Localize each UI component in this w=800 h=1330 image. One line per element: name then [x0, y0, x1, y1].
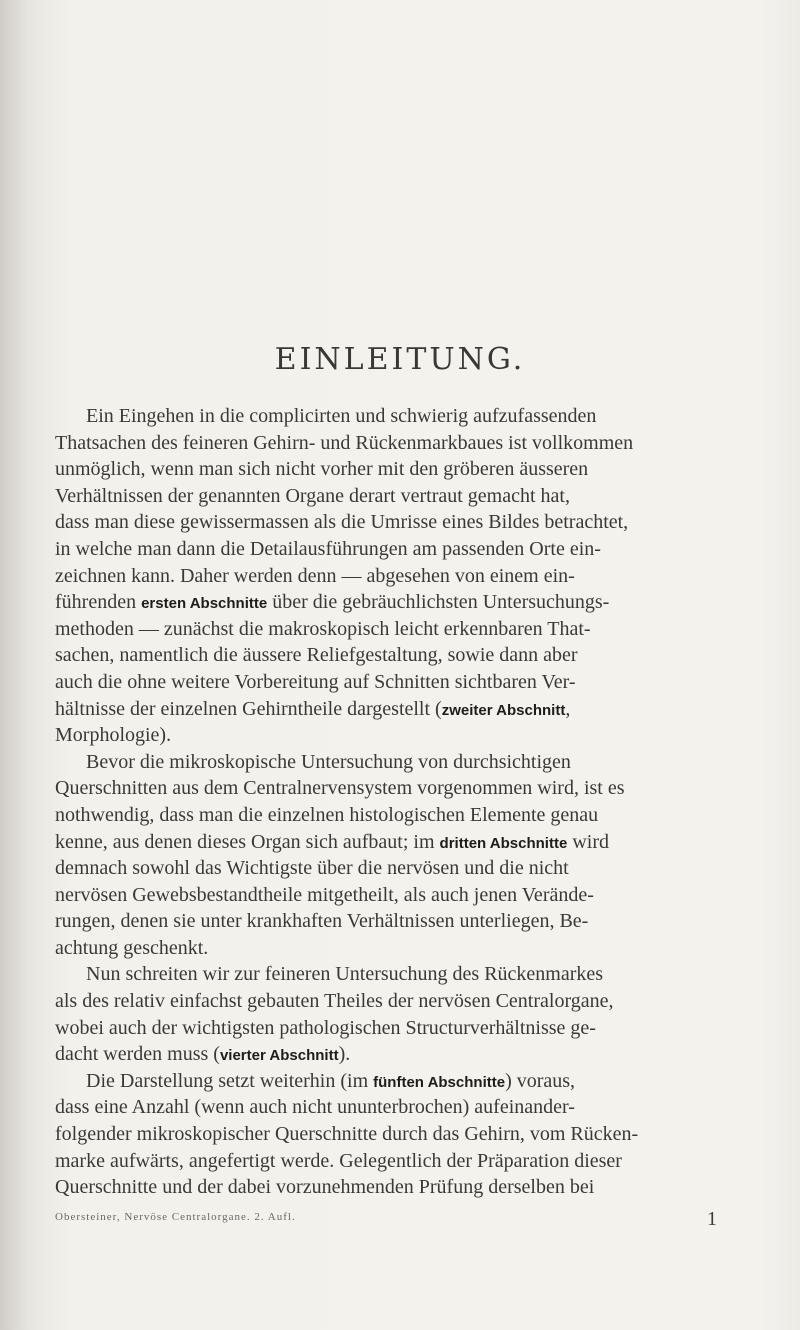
text-line: Querschnitte und der dabei vorzunehmenden Prüfung derselben bei	[55, 1176, 595, 1199]
footer-signature: Obersteiner, Nervöse Centralorgane. 2. Aufl.	[55, 1211, 296, 1223]
body-text	[55, 403, 755, 1201]
text-line: sachen, namentlich die äussere Reliefgestaltung, sowie dann aber	[55, 644, 578, 667]
text-line: Verhältnissen der genannten Organe derart vertraut gemacht hat,	[55, 484, 570, 507]
text-line: zeichnen kann. Daher werden denn — abgesehen von einem ein-	[55, 564, 575, 587]
text-line: auch die ohne weitere Vorbereitung auf Schnitten sichtbaren Ver-	[55, 670, 576, 693]
text-line: dass man diese gewissermassen als die Umrisse eines Bildes betrachtet,	[55, 511, 629, 534]
text-fragment: über die gebräuchlichsten Untersuchungs-	[267, 591, 610, 614]
text-line: marke aufwärts, angefertigt werde. Gelegentlich der Präparation dieser	[55, 1149, 622, 1172]
text-fragment: führenden	[55, 591, 142, 614]
text-fragment: ).	[338, 1043, 351, 1066]
text-fragment: Die Darstellung setzt weiterhin (im	[86, 1069, 374, 1092]
text-line	[55, 1041, 755, 1068]
text-fragment: ,	[565, 697, 571, 720]
text-line: methoden — zunächst die makroskopisch leicht erkennbaren That-	[55, 617, 591, 640]
text-line: dass eine Anzahl (wenn auch nicht ununterbrochen) aufeinander-	[55, 1096, 575, 1119]
text-line: wobei auch der wichtigsten pathologischen Structurverhältnisse ge-	[55, 1016, 596, 1039]
chapter-title: EINLEITUNG.	[274, 342, 526, 377]
text-line: rungen, denen sie unter krankhaften Verhältnissen unterliegen, Be-	[55, 910, 589, 933]
text-line	[55, 589, 755, 616]
text-line: Querschnitten aus dem Centralnervensystem vorgenommen wird, ist es	[55, 777, 625, 800]
text-line: nothwendig, dass man die einzelnen histologischen Elemente genau	[55, 803, 599, 826]
section-reference: dritten Abschnitte	[439, 834, 568, 852]
text-line: unmöglich, wenn man sich nicht vorher mit den gröberen äusseren	[55, 458, 589, 481]
text-line: achtung geschenkt.	[55, 936, 209, 959]
text-line	[55, 696, 755, 723]
text-line: folgender mikroskopischer Querschnitte durch das Gehirn, vom Rücken-	[55, 1123, 639, 1146]
text-line: nervösen Gewebsbestandtheile mitgetheilt, als auch jenen Verände-	[55, 883, 594, 906]
text-line: Morphologie).	[55, 724, 172, 747]
text-line: Nun schreiten wir zur feineren Untersuchung des Rückenmarkes	[86, 963, 604, 986]
text-line	[55, 1068, 755, 1095]
text-line: demnach sowohl das Wichtigste über die nervösen und die nicht	[55, 857, 569, 880]
text-line	[55, 829, 755, 856]
text-line: Bevor die mikroskopische Untersuchung von durchsichtigen	[86, 750, 571, 773]
text-line: Ein Eingehen in die complicirten und schwierig aufzufassenden	[86, 405, 597, 427]
section-reference: ersten Abschnitte	[141, 595, 268, 613]
section-reference: vierter Abschnitt	[219, 1047, 339, 1065]
section-reference: zweiter Abschnitt	[441, 701, 566, 719]
text-line: als des relativ einfachst gebauten Theiles der nervösen Centralorgane,	[55, 990, 614, 1013]
text-fragment: kenne, aus denen dieses Organ sich aufbaut; im	[55, 830, 440, 853]
text-fragment: ) voraus,	[505, 1069, 576, 1092]
page-number: 1	[707, 1208, 717, 1230]
text-line: Thatsachen des feineren Gehirn- und Rückenmarkbaues ist vollkommen	[55, 431, 634, 454]
section-reference: fünften Abschnitte	[373, 1073, 506, 1091]
text-fragment: hältnisse der einzelnen Gehirntheile dargestellt (	[55, 697, 442, 720]
text-line: in welche man dann die Detailausführungen am passenden Orte ein-	[55, 537, 601, 560]
text-fragment: wird	[567, 830, 609, 853]
text-fragment: dacht werden muss (	[55, 1043, 220, 1066]
